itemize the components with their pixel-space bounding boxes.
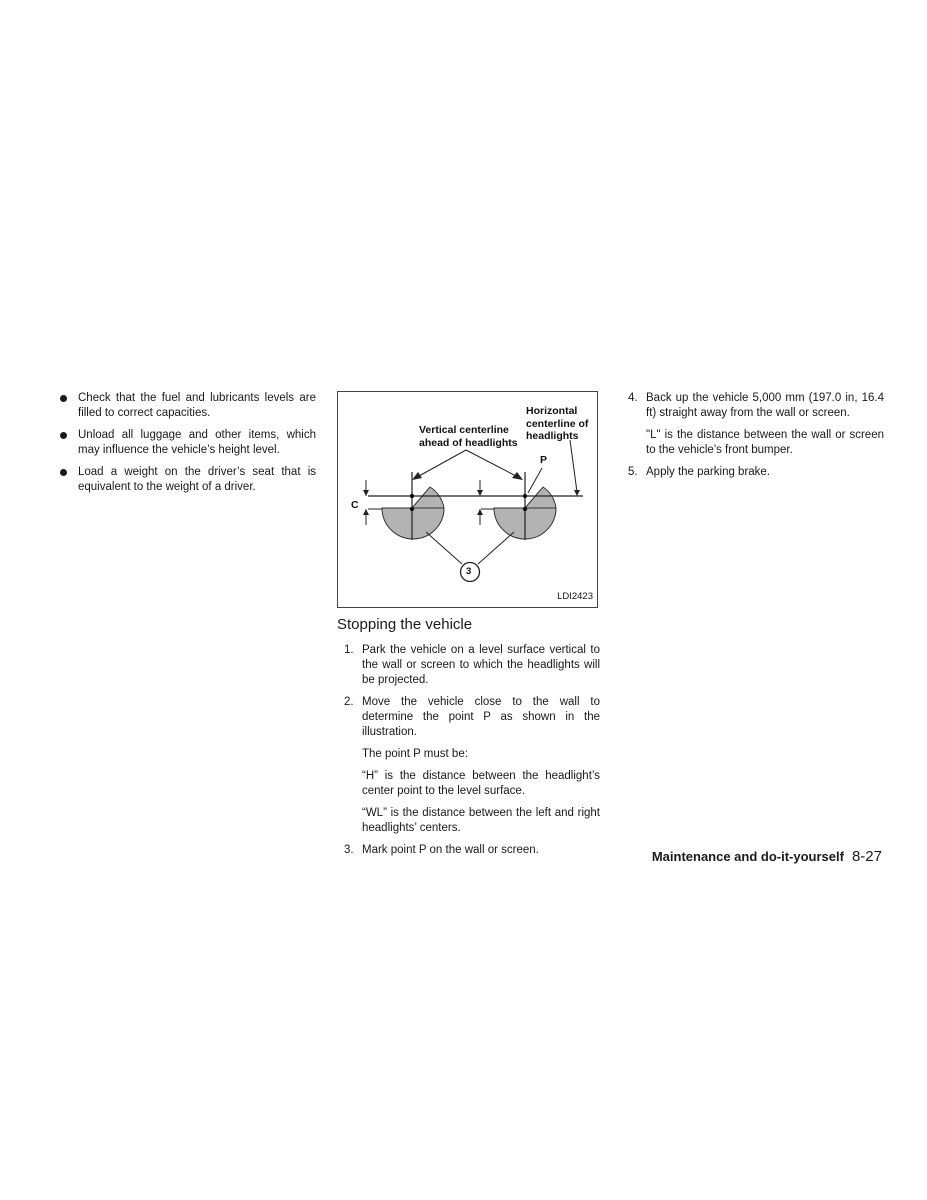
list-item: 1. Park the vehicle on a level surface vertical to the wall or screen to which the headlights will be projected. (344, 644, 600, 686)
headlight-aiming-illustration (337, 391, 598, 608)
bullet-item: Load a weight on the driver’s seat that is equivalent to the weight of a driver. (58, 465, 316, 495)
page-number: 8-27 (851, 848, 882, 865)
list-item: 2. Move the vehicle close to the wall to determine the point P as shown in the illustration. The point P must be: “H” is the distance between the headlight’s center point to the level surface. “WL” is the distance between the left and right headlights’ centers. (344, 696, 600, 834)
stopping-steps (337, 643, 600, 858)
list-item: 5. Apply the parking brake. (628, 466, 771, 478)
bullet-icon (60, 432, 67, 439)
left-beam-kick (412, 487, 444, 508)
dimension-c-label: C (351, 499, 359, 511)
page-footer (652, 849, 882, 865)
callout-number: 3 (466, 566, 472, 577)
right-column (626, 391, 884, 487)
list-item: 3. Mark point P on the wall or screen. (344, 844, 539, 856)
figure-code: LDI2423 (557, 591, 593, 602)
middle-column (337, 391, 600, 865)
left-beam-pattern (382, 508, 444, 539)
left-column (58, 391, 316, 502)
bullet-item: Check that the fuel and lubricants levels are filled to correct capacities. (58, 391, 316, 421)
horizontal-centerline-label: Horizontal centerline of headlights (526, 405, 589, 442)
footer-section-name: Maintenance and do-it-yourself (651, 849, 844, 864)
preparation-bullets (58, 391, 316, 495)
point-p-label: P (540, 454, 548, 466)
section-title: Stopping the vehicle (337, 616, 473, 633)
bullet-icon (60, 395, 67, 402)
bullet-item: Unload all luggage and other items, which may influence the vehicle’s height level. (58, 428, 316, 458)
vertical-centerline-label: Vertical centerline ahead of headlights (419, 424, 518, 449)
list-item: 4. Back up the vehicle 5,000 mm (197.0 in, 16.4 ft) straight away from the wall or screen. "L" is the distance between the wall or screen to the vehicle’s front bumper. (628, 392, 884, 456)
continued-steps (626, 391, 884, 480)
bullet-icon (60, 469, 67, 476)
